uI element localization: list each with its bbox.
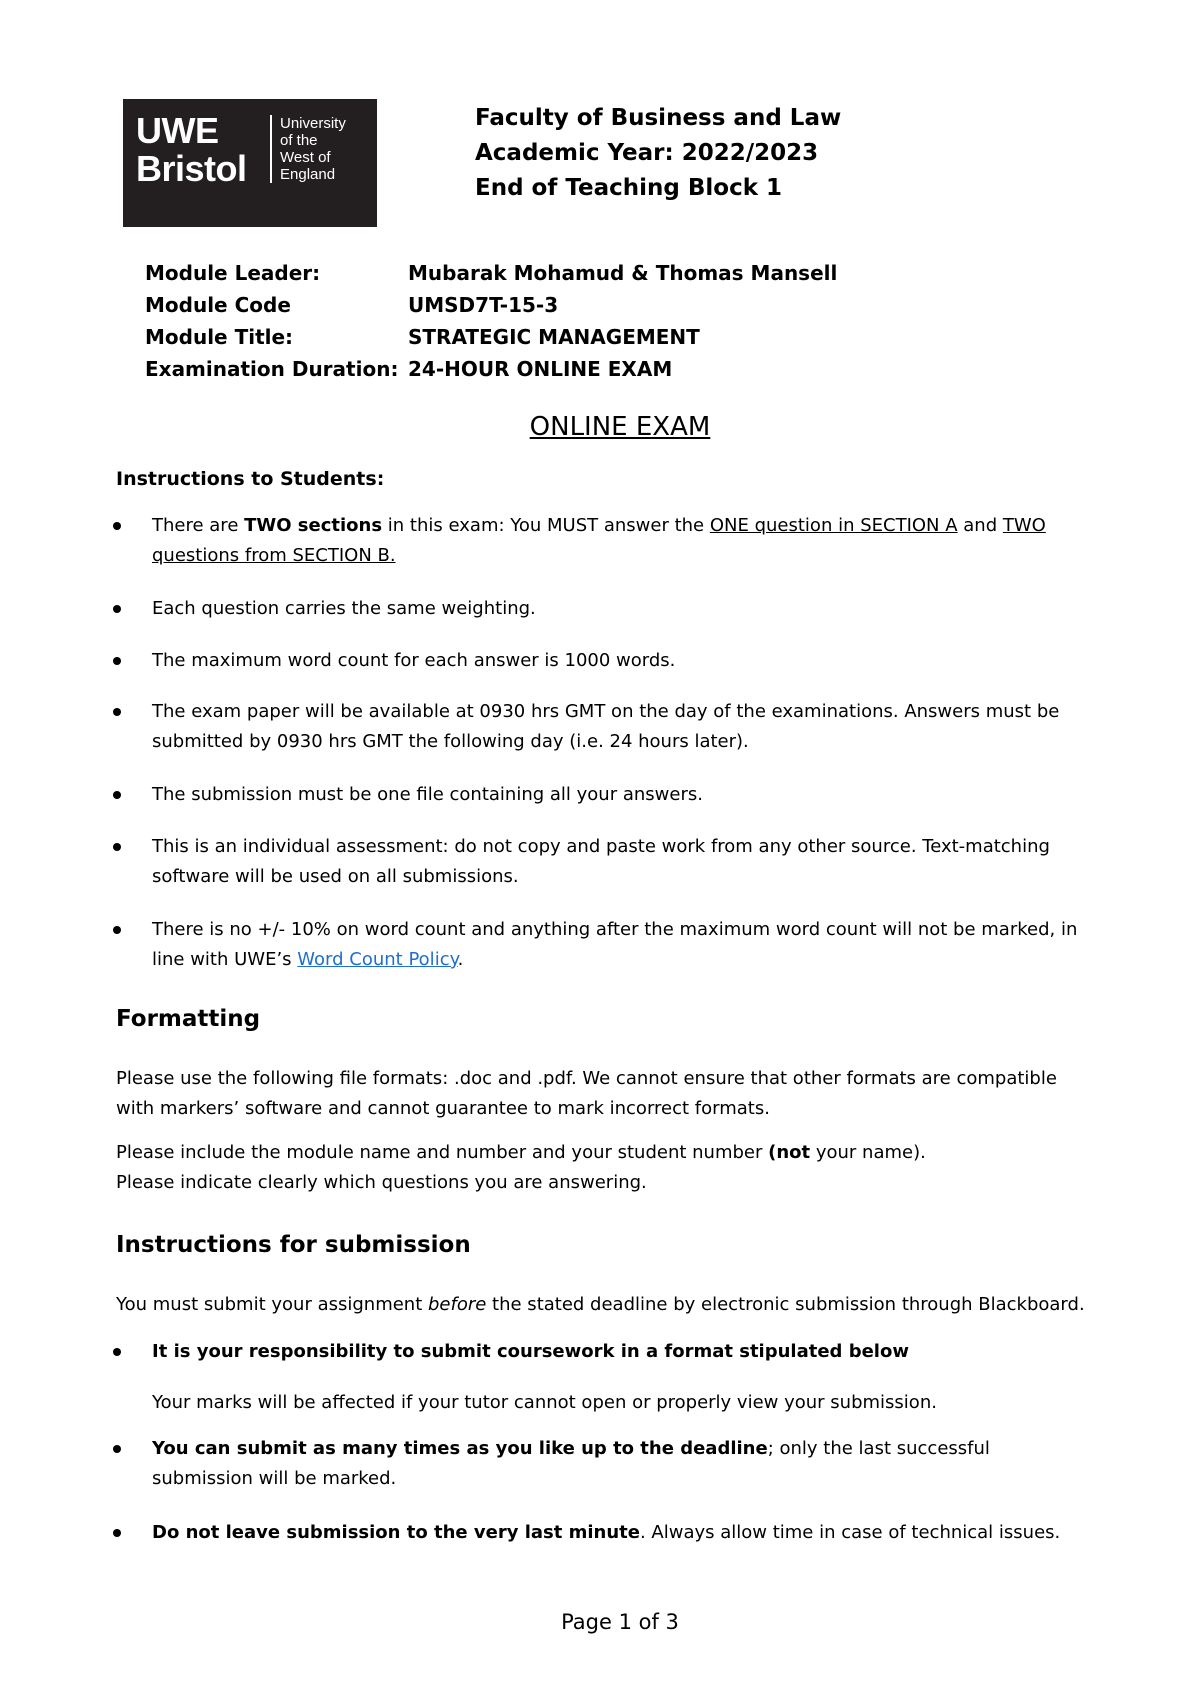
instructions-heading: Instructions to Students: xyxy=(116,468,385,490)
submission-responsibility-note: Your marks will be affected if your tutor cannot open or properly view your submission. xyxy=(152,1392,937,1413)
instruction-availability: The exam paper will be available at 0930 hrs GMT on the day of the examinations. Answers must be submitted by 0930 hrs GMT the following day (i.e. 24 hours later). xyxy=(152,701,1060,752)
logo-text-of-the: of the xyxy=(280,132,318,149)
submission-last-minute: Do not leave submission to the very last minute. Always allow time in case of technical issues. xyxy=(152,1522,1061,1543)
logo-text-england: England xyxy=(280,166,336,183)
submission-responsibility: It is your responsibility to submit coursework in a format stipulated below xyxy=(152,1341,909,1362)
bullet-dot xyxy=(113,522,121,530)
submission-multiple-attempts: You can submit as many times as you like up to the deadline; only the last successful submission will be marked. xyxy=(152,1438,990,1489)
logo-divider xyxy=(270,115,272,183)
exam-duration-label: Examination Duration: xyxy=(145,357,399,381)
logo-text-university: University xyxy=(280,115,346,132)
submission-heading: Instructions for submission xyxy=(116,1232,471,1258)
academic-year: Academic Year: 2022/2023 xyxy=(475,140,819,166)
page-number: Page 1 of 3 xyxy=(561,1610,679,1634)
logo-text-uwe: UWE xyxy=(136,110,219,151)
bullet-dot xyxy=(113,1348,121,1356)
module-leader-label: Module Leader: xyxy=(145,261,321,285)
module-title-value: STRATEGIC MANAGEMENT xyxy=(408,325,700,349)
instruction-single-file: The submission must be one file containing all your answers. xyxy=(152,784,703,805)
formatting-file-formats: Please use the following file formats: .doc and .pdf. We cannot ensure that other formats are compatible with markers’ software and cannot guarantee to mark incorrect formats. xyxy=(116,1068,1057,1119)
teaching-block: End of Teaching Block 1 xyxy=(475,175,783,201)
bullet-dot xyxy=(113,1445,121,1453)
bullet-dot xyxy=(113,926,121,934)
bullet-dot xyxy=(113,708,121,716)
logo-text-bristol: Bristol xyxy=(136,148,247,189)
bullet-dot xyxy=(113,605,121,613)
bullet-dot xyxy=(113,843,121,851)
bullet-dot xyxy=(113,657,121,665)
instruction-sections: There are TWO sections in this exam: You MUST answer the ONE question in SECTION A and TWO questions from SECTION B. xyxy=(152,515,1046,566)
instruction-word-count: The maximum word count for each answer is 1000 words. xyxy=(152,650,676,671)
module-code-label: Module Code xyxy=(145,293,291,317)
bullet-dot xyxy=(113,1529,121,1537)
formatting-student-number: Please include the module name and number and your student number (not your name). xyxy=(116,1142,926,1163)
submission-deadline-text: You must submit your assignment before the stated deadline by electronic submission through Blackboard. xyxy=(116,1294,1085,1315)
logo-text-west-of: West of xyxy=(280,149,331,166)
instruction-word-count-policy: There is no +/- 10% on word count and anything after the maximum word count will not be marked, in line with UWE’s Word Count Policy. xyxy=(152,919,1078,970)
faculty-name: Faculty of Business and Law xyxy=(475,105,842,131)
module-code-value: UMSD7T-15-3 xyxy=(408,293,559,317)
word-count-policy-link[interactable]: Word Count Policy xyxy=(297,949,458,970)
uwe-bristol-logo xyxy=(123,99,377,227)
instruction-individual-assessment: This is an individual assessment: do not copy and paste work from any other source. Text-matching software will be used on all submissions. xyxy=(152,836,1050,887)
module-title-label: Module Title: xyxy=(145,325,294,349)
exam-duration-value: 24-HOUR ONLINE EXAM xyxy=(408,357,673,381)
module-leader-value: Mubarak Mohamud & Thomas Mansell xyxy=(408,261,838,285)
formatting-heading: Formatting xyxy=(116,1006,261,1032)
instruction-weighting: Each question carries the same weighting. xyxy=(152,598,536,619)
bullet-dot xyxy=(113,791,121,799)
formatting-indicate-questions: Please indicate clearly which questions you are answering. xyxy=(116,1172,647,1193)
exam-title: ONLINE EXAM xyxy=(529,412,711,442)
